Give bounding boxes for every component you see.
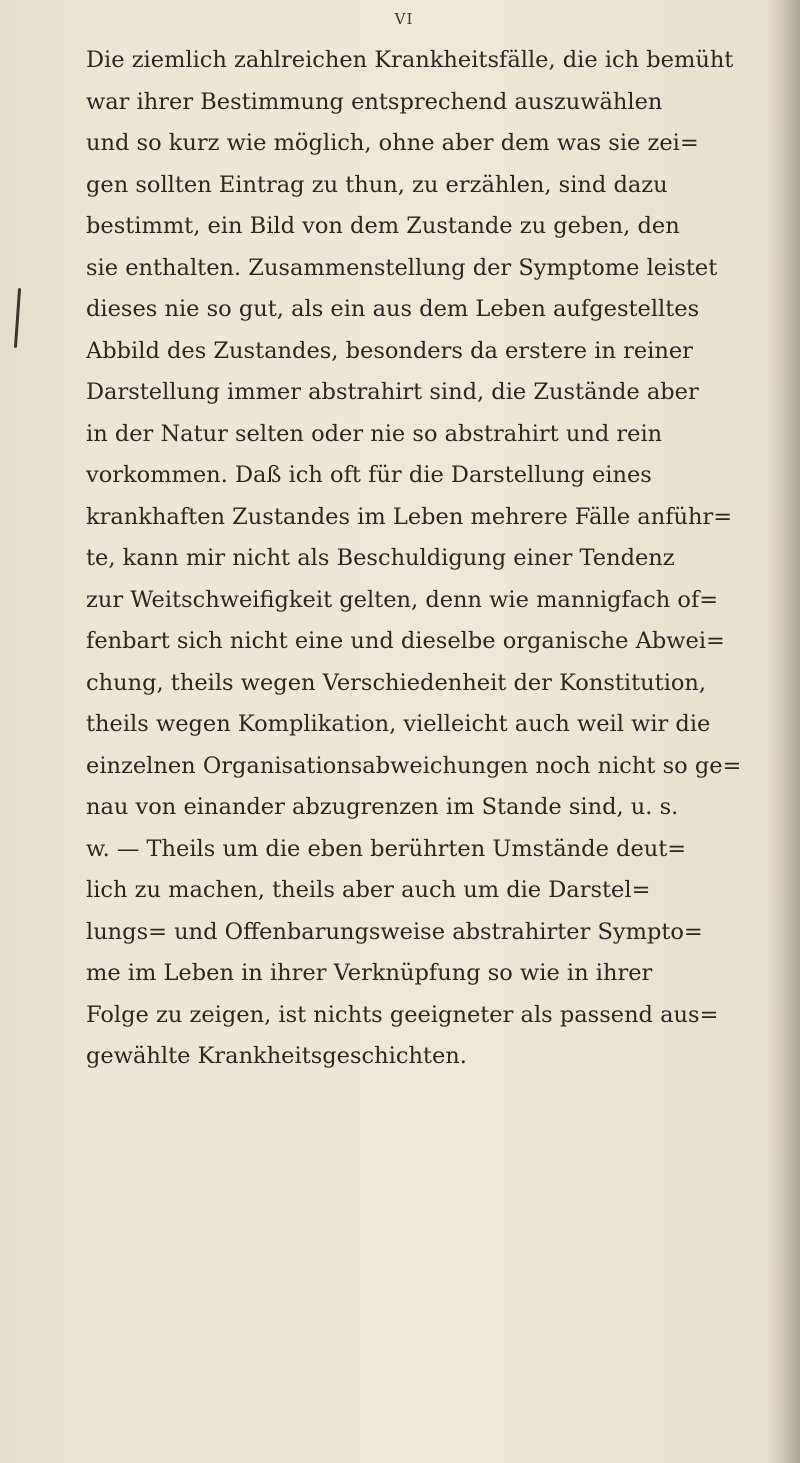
text-line: w. — Theils um die eben berührten Umstände deut= [86, 835, 687, 862]
text-line: war ihrer Bestimmung entsprechend auszuwählen [86, 88, 663, 115]
text-line: Darstellung immer abstrahirt sind, die Zustände aber [86, 379, 699, 405]
text-line: einzelnen Organisationsabweichungen noch nicht so ge= [86, 752, 742, 779]
text-line: nau von einander abzugrenzen im Stande sind, u. s. [86, 794, 679, 820]
text-line: chung, theils wegen Verschiedenheit der Konstitution, [86, 669, 707, 696]
text-line: lich zu machen, theils aber auch um die Darstel= [86, 877, 651, 903]
text-line: und so kurz wie möglich, ohne aber dem was sie zei= [86, 130, 699, 156]
text-line: theils wegen Komplikation, vielleicht auch weil wir die [86, 711, 711, 737]
body-text [86, 40, 758, 1078]
margin-pencil-mark [14, 288, 21, 348]
page-number: VI [394, 10, 414, 28]
text-line: vorkommen. Daß ich oft für die Darstellung eines [86, 462, 652, 488]
page-gutter-shadow [766, 0, 800, 1463]
text-line: bestimmt, ein Bild von dem Zustande zu geben, den [86, 213, 680, 239]
text-line: gen sollten Eintrag zu thun, zu erzählen, sind dazu [86, 171, 668, 198]
text-line: lungs= und Offenbarungsweise abstrahirter Sympto= [86, 918, 703, 945]
text-line: dieses nie so gut, als ein aus dem Leben aufgestelltes [86, 296, 700, 322]
text-line: te, kann mir nicht als Beschuldigung einer Tendenz [86, 545, 675, 571]
text-line: Folge zu zeigen, ist nichts geeigneter als passend aus= [86, 1001, 719, 1028]
text-line: krankhaften Zustandes im Leben mehrere Fälle anführ= [86, 503, 733, 530]
text-line: sie enthalten. Zusammenstellung der Symptome leistet [86, 254, 718, 281]
text-line: me im Leben in ihrer Verknüpfung so wie in ihrer [86, 960, 653, 986]
text-line: Abbild des Zustandes, besonders da erstere in reiner [86, 337, 693, 364]
text-line: fenbart sich nicht eine und dieselbe organische Abwei= [86, 628, 725, 654]
text-line: Die ziemlich zahlreichen Krankheitsfälle, die ich bemüht [86, 47, 734, 73]
text-line: zur Weitschweifigkeit gelten, denn wie mannigfach of= [86, 586, 719, 613]
text-line: gewählte Krankheitsgeschichten. [86, 1043, 467, 1069]
text-line: in der Natur selten oder nie so abstrahirt und rein [86, 420, 663, 447]
